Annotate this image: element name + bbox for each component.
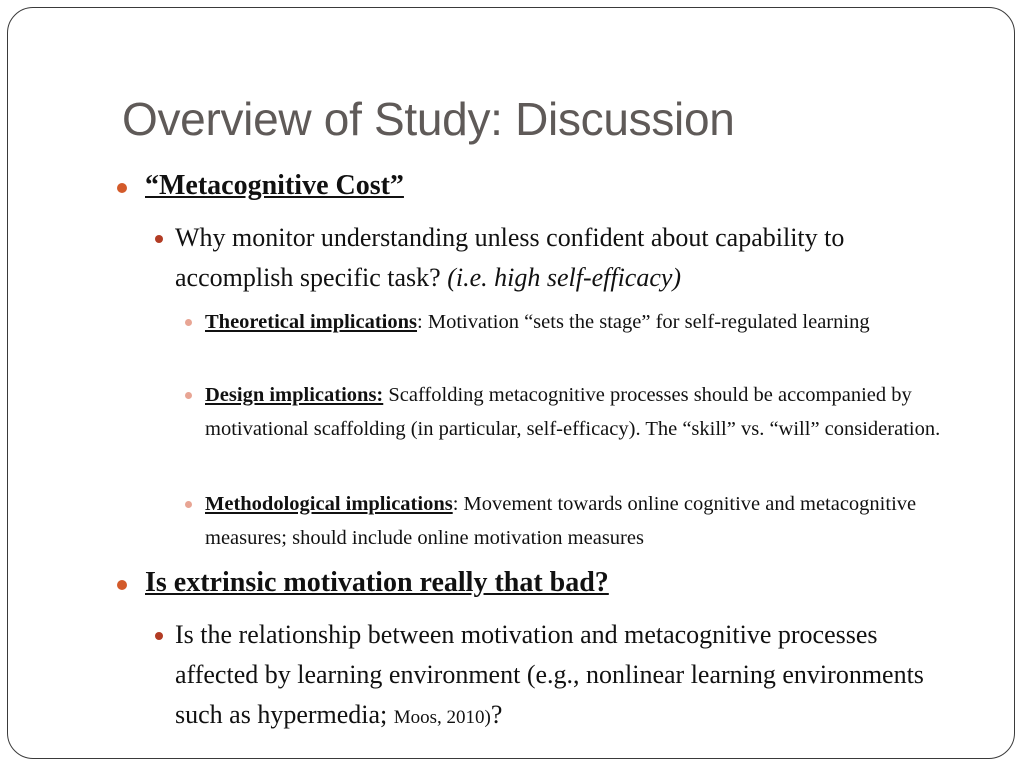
implication-text: Movement towards online cognitive and metacognitive measures; should include online motivation measures [205,493,917,549]
bullet-dot [185,392,192,399]
implication-label: Methodological implications [205,493,453,515]
implication-label: Design implications: [205,384,384,406]
section-heading-extrinsic-motivation: Is extrinsic motivation really that bad? [145,567,609,598]
point-italic: (i.e. high self-efficacy) [447,263,682,292]
discussion-point [175,218,965,298]
implication-methodological [205,487,965,555]
implication-design [205,378,965,446]
slide-frame [7,7,1015,759]
discussion-point [175,615,935,738]
implication-text: Motivation “sets the stage” for self-regulated learning [427,311,870,333]
implication-theoretical [205,305,895,339]
point-citation: Moos, 2010) [393,707,491,728]
bullet-dot [155,632,163,640]
point-text: Is the relationship between motivation and metacognitive processes affected by learning environment (e.g., nonlinear learning environments such as hypermedia; [175,620,924,729]
bullet-dot [155,235,163,243]
section-heading-metacognitive-cost: “Metacognitive Cost” [145,170,404,201]
bullet-dot [117,183,127,193]
point-end: ? [490,700,503,729]
bullet-dot [185,319,192,326]
slide-title: Overview of Study: Discussion [122,93,735,145]
implication-separator: : [417,311,428,333]
implication-separator: : [452,493,464,515]
implication-text: Scaffolding metacognitive processes should be accompanied by motivational scaffolding (in particular, self-efficacy). The “skill” vs. “will” consideration. [205,384,941,440]
bullet-dot [185,501,192,508]
bullet-dot [117,580,127,590]
implication-label: Theoretical implications [205,311,418,333]
point-text: Why monitor understanding unless confident about capability to accomplish specific task? [175,223,845,292]
